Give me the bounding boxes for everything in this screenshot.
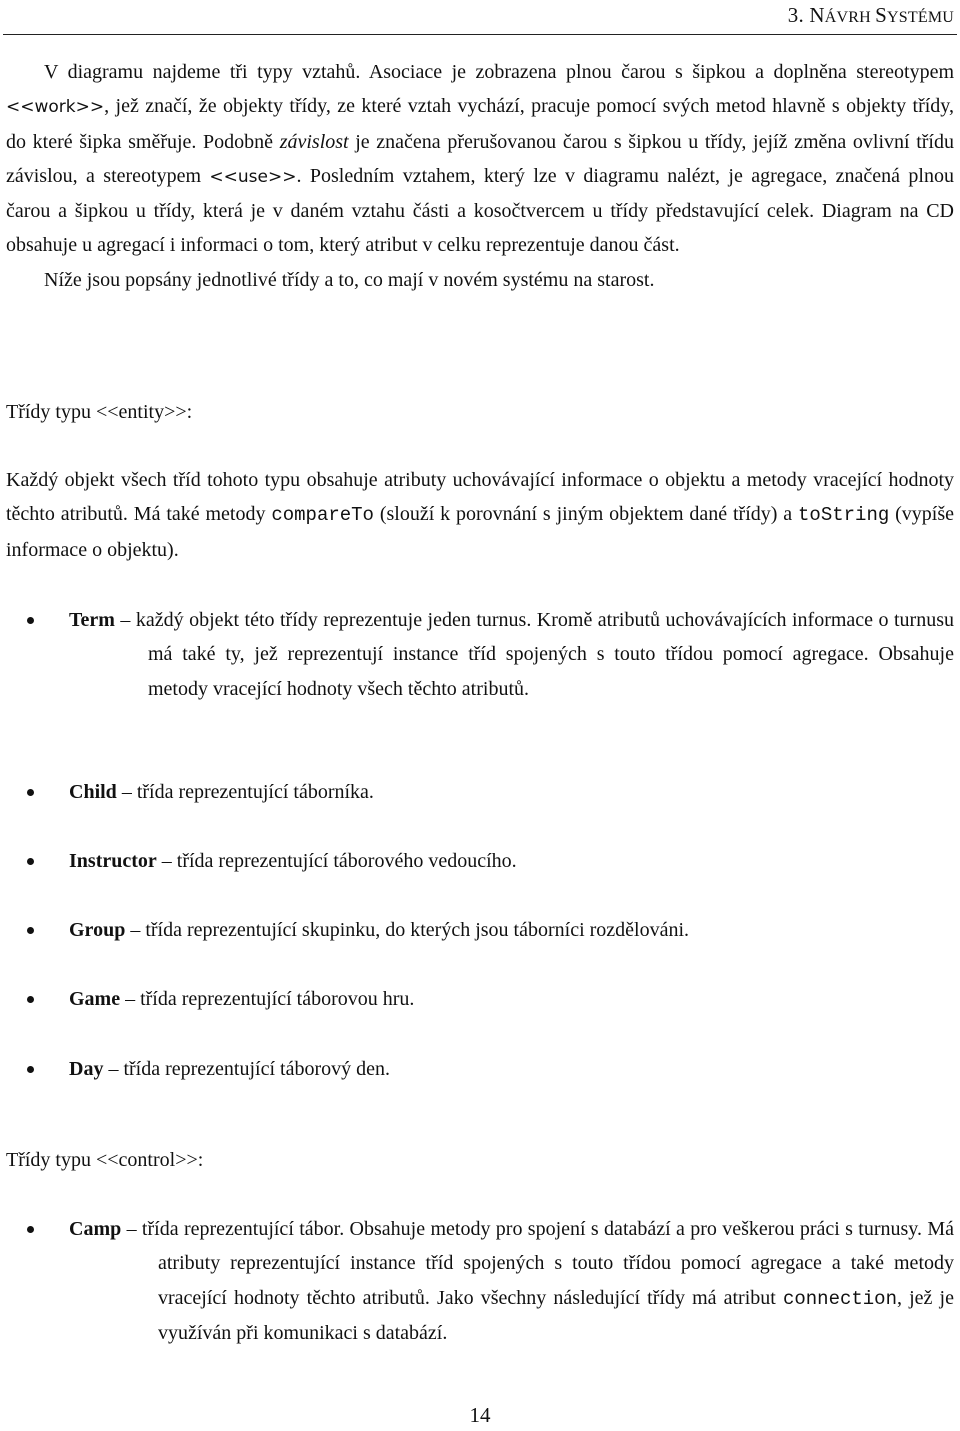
- bullet-icon: [27, 996, 34, 1003]
- class-desc-game: – třída reprezentující táborovou hru.: [120, 988, 415, 1010]
- list-item-body: [69, 1052, 954, 1086]
- class-name-child: Child: [69, 781, 117, 803]
- class-desc-camp-part-2: , jež je využíván při komunikaci s databází.: [158, 1286, 954, 1344]
- header-title-small-1: ÁVRH: [824, 9, 876, 26]
- list-item-body: [69, 775, 954, 809]
- class-name-group: Group: [69, 919, 126, 941]
- code-connection: connection: [782, 1287, 897, 1310]
- list-item-body: [69, 844, 954, 878]
- stereotype-work: <<work>>: [6, 97, 105, 118]
- page-number: 14: [469, 1403, 491, 1427]
- bullet-icon: [27, 858, 34, 865]
- paragraph-intro-classes: Níže jsou popsány jednotlivé třídy a to, co mají v novém systému na starost.: [44, 268, 655, 291]
- control-heading: Třídy typu <<control>>:: [6, 1149, 204, 1171]
- paragraph-relationships: [6, 55, 954, 263]
- entity-paragraph: [6, 463, 954, 567]
- list-item-body: [69, 603, 954, 706]
- class-desc-instructor: – třída reprezentující táborového vedoucího.: [156, 850, 517, 872]
- paragraph-relationships-part-2: , jež značí, že objekty třídy, ze které vztah vychází, pracuje pomocí svých metod hlavně s objekty třídy, do které šipka směřuje. Podobně: [6, 95, 954, 153]
- class-desc-group: – třída reprezentující skupinku, do kterých jsou táborníci rozdělováni.: [125, 919, 690, 941]
- class-desc-camp-part-1: – třída reprezentující tábor. Obsahuje metody pro spojení s databází a pro veškerou práci s turnusy. Má atributy reprezentující instance tříd spojených s touto třídou pomocí agregace a také metody vracející hodnoty těchto atributů. Jako všechny následující třídy má atribut: [121, 1218, 954, 1309]
- class-desc-term: – každý objekt této třídy reprezentuje jeden turnus. Kromě atributů uchovávajících informace o turnusu má také ty, jež reprezentují instance tříd spojených s touto třídou pomocí agregace. Obsahuje metody vracející hodnoty všech těchto atributů.: [114, 609, 954, 700]
- paragraph-relationships-part-3: je značena přerušovanou čarou s šipkou u třídy, jejíž změna ovlivní třídu závislou, a stereotypem: [6, 130, 954, 187]
- class-desc-child: – třída reprezentující táborníka.: [116, 781, 374, 803]
- header-rule: [3, 34, 957, 35]
- class-name-term: Term: [69, 609, 115, 631]
- entity-paragraph-part-3: (vypíše informace o objektu).: [6, 503, 954, 561]
- body-text-block: [6, 55, 954, 297]
- code-toString: toString: [798, 504, 890, 527]
- stereotype-use: <<use>>: [209, 166, 297, 187]
- class-name-instructor: Instructor: [69, 850, 157, 872]
- class-name-camp: Camp: [69, 1218, 122, 1240]
- list-item-body: [69, 982, 954, 1016]
- list-item-body: [69, 1212, 954, 1350]
- bullet-icon: [27, 617, 34, 624]
- entity-paragraph-part-1: Každý objekt všech tříd tohoto typu obsahuje atributy uchovávající informace o objektu a metody vracející hodnoty těchto atributů. Má také metody: [6, 469, 954, 526]
- list-item-body: [69, 913, 954, 947]
- header-title-cap-2: S: [875, 3, 888, 27]
- header-title-small-2: YSTÉMU: [887, 9, 954, 26]
- term-zavislost: závislost: [279, 130, 349, 153]
- class-desc-day: – třída reprezentující táborový den.: [103, 1058, 391, 1080]
- entity-heading: Třídy typu <<entity>>:: [6, 401, 193, 423]
- header-chapter-number: 3.: [787, 3, 810, 27]
- bullet-icon: [27, 1066, 34, 1073]
- paragraph-relationships-part-4: . Posledním vztahem, který lze v diagramu nalézt, je agregace, značená plnou čarou a šipkou u třídy, která je v daném vztahu části a kosočtvercem u třídy představující celek. Diagram na CD obsahuje u agregací i informaci o tom, který atribut v celku reprezentuje danou část.: [6, 164, 954, 257]
- header-title-cap-1: N: [809, 3, 825, 27]
- entity-paragraph-part-2: (slouží k porovnání s jiným objektem dané třídy) a: [373, 503, 799, 526]
- bullet-icon: [27, 789, 34, 796]
- class-name-day: Day: [69, 1058, 104, 1080]
- bullet-icon: [27, 1226, 34, 1233]
- bullet-icon: [27, 927, 34, 934]
- paragraph-relationships-part-1: V diagramu najdeme tři typy vztahů. Asociace je zobrazena plnou čarou s šipkou a doplněna stereotypem: [44, 61, 954, 83]
- running-header: [788, 3, 954, 28]
- code-compareTo: compareTo: [271, 504, 374, 527]
- class-name-game: Game: [69, 988, 121, 1010]
